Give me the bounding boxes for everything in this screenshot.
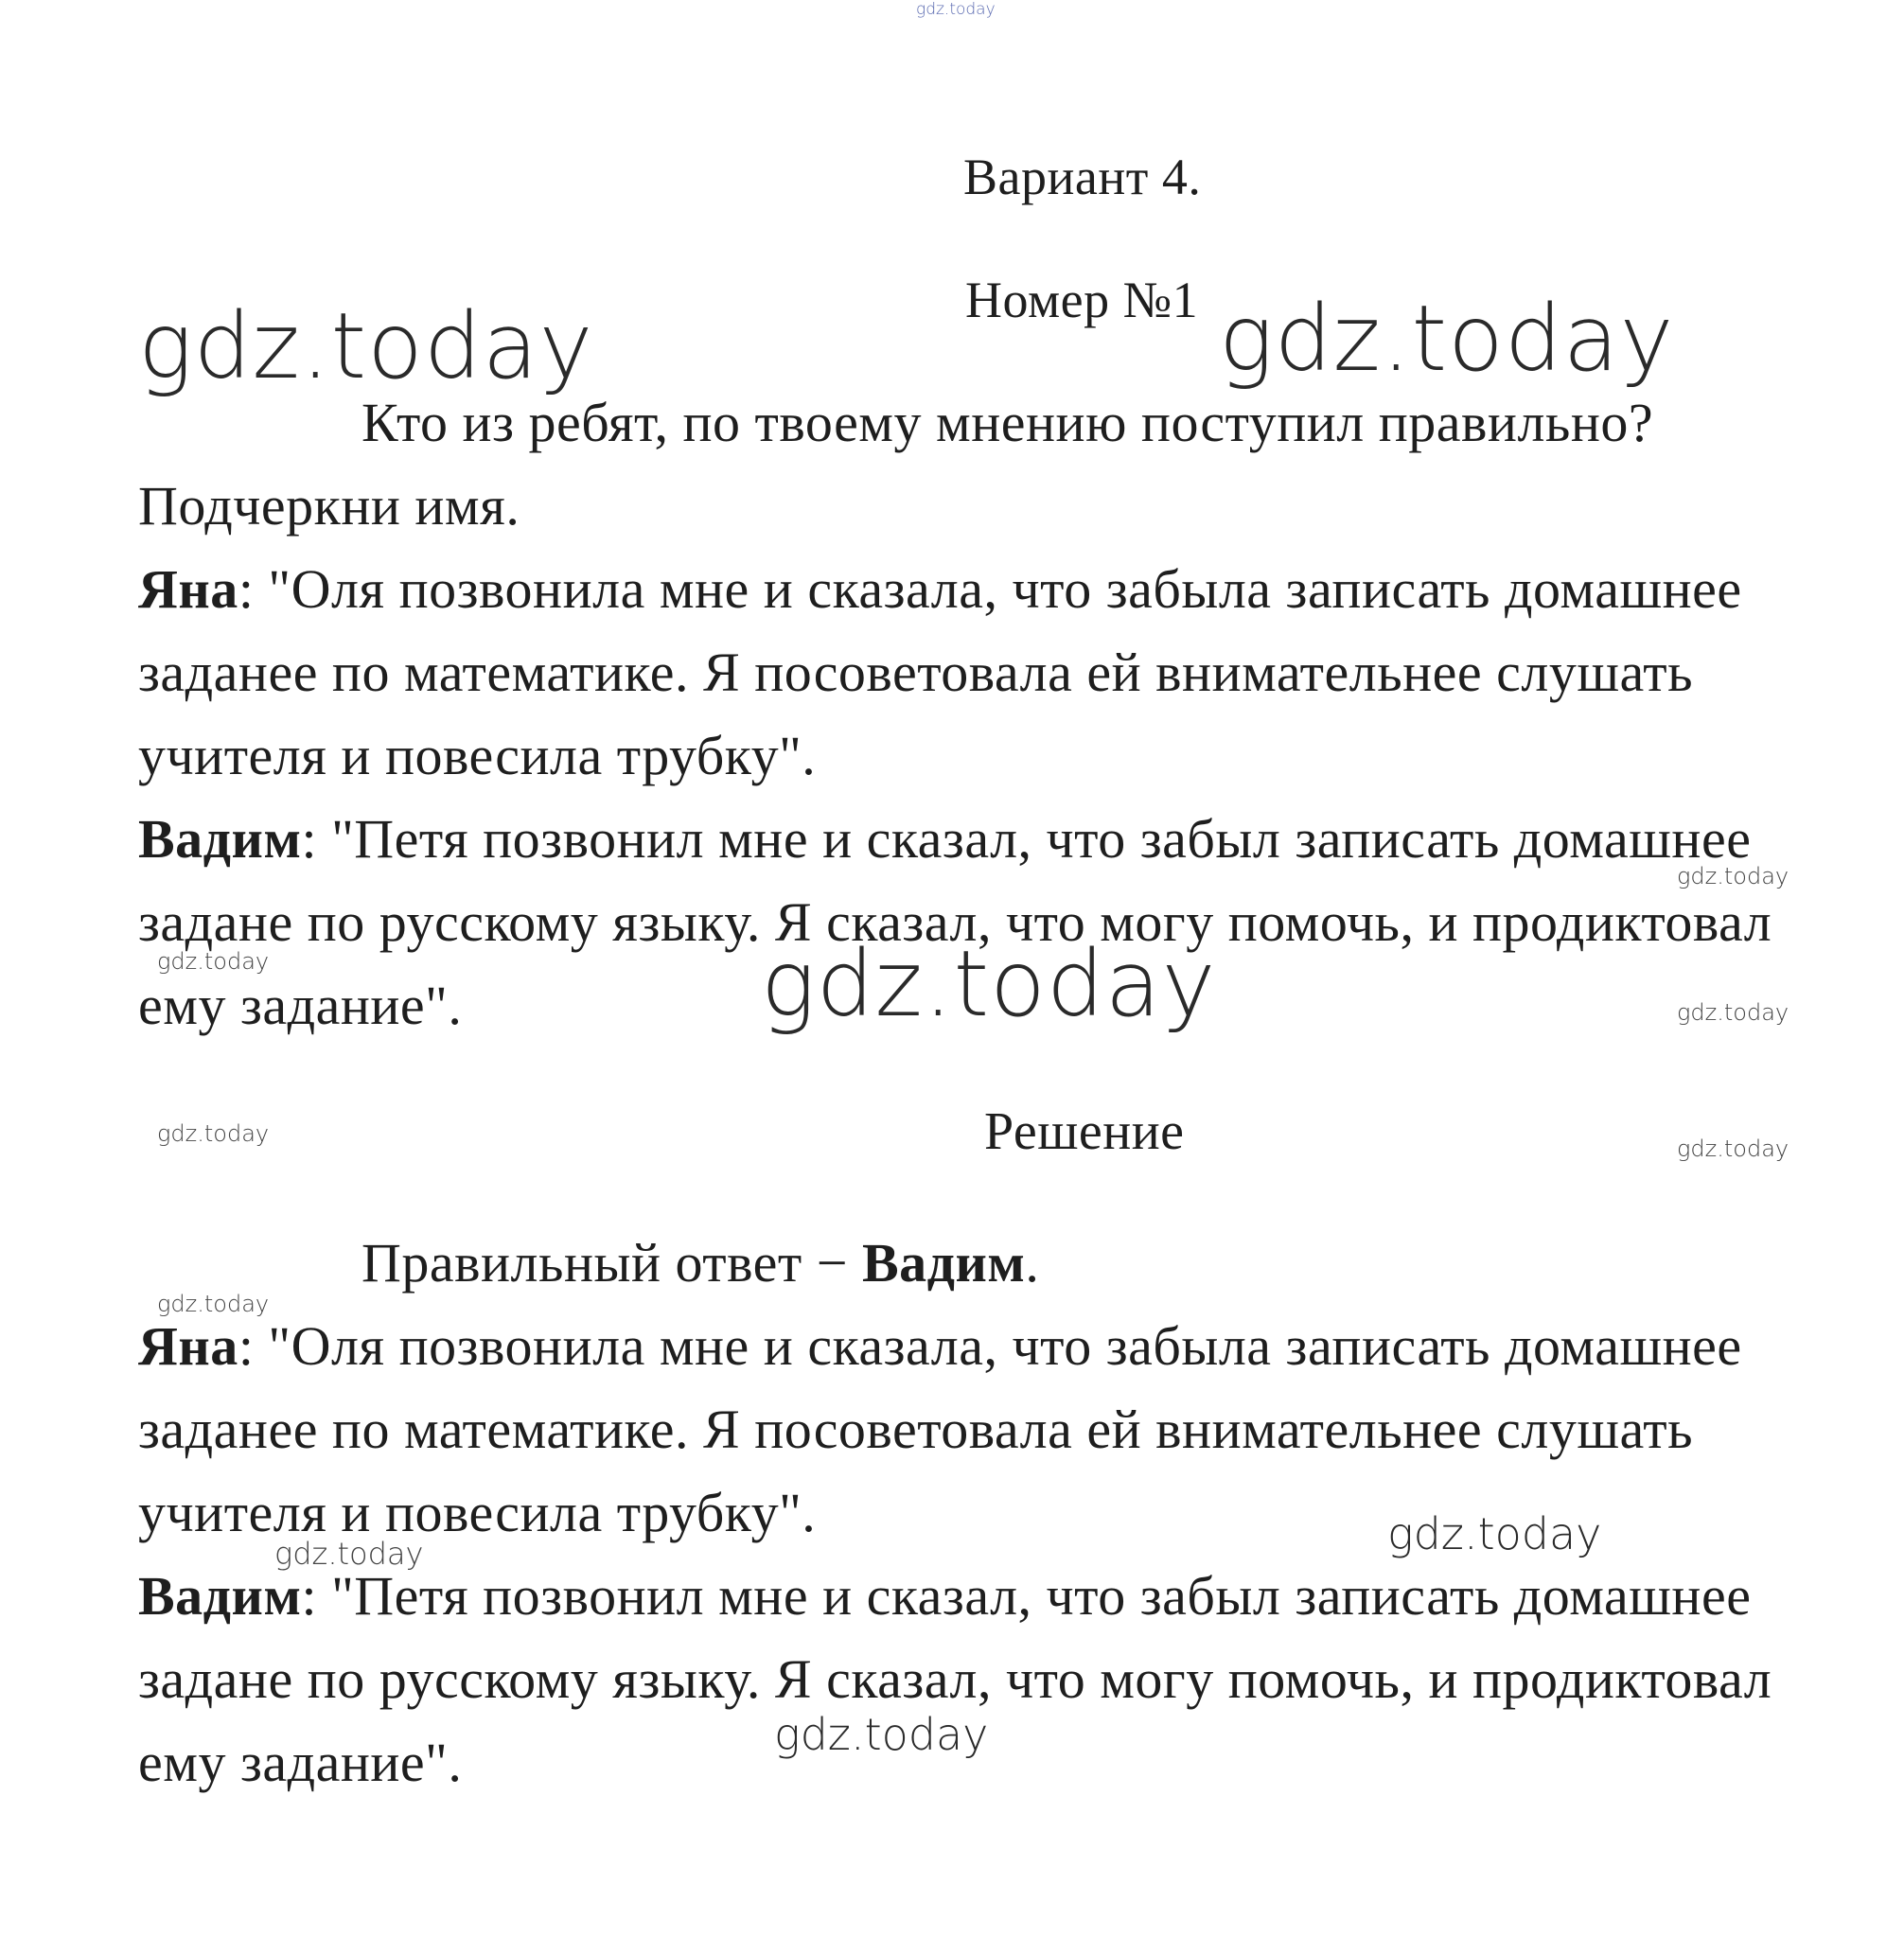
task-instruction: Подчеркни имя. [138,475,520,537]
vadim-text: : "Петя позвонил мне и сказал, что забыл записать домашнее [301,808,1752,870]
solution-yana-line-2: заданее по математике. Я посоветовала ей внимательнее слушать [138,1399,1694,1460]
watermark-small: gdz.today [274,1536,424,1572]
variant-title: Вариант 4. [963,149,1202,205]
yana-name: Яна [138,558,238,620]
task-vadim-line-3: ему задание". [138,975,463,1036]
watermark-small: gdz.today [157,948,270,975]
watermark-small: gdz.today [1677,999,1789,1026]
answer-name: Вадим [861,1232,1026,1294]
yana-text: : "Оля позвонила мне и сказала, что забыла записать домашнее [238,1315,1742,1377]
watermark-large: gdz.today [138,293,594,399]
task-yana-line-1 [138,558,1742,620]
watermark-large: gdz.today [1219,286,1675,392]
solution-answer [361,1232,1040,1294]
watermark-small: gdz.today [1677,863,1789,889]
watermark-top: gdz.today [916,0,996,19]
watermark-small: gdz.today [157,1291,270,1317]
watermark-small: gdz.today [1677,1135,1789,1162]
solution-vadim-line-3: ему задание". [138,1732,463,1793]
solution-heading: Решение [984,1102,1185,1161]
answer-suffix: . [1025,1232,1040,1294]
yana-text: : "Оля позвонила мне и сказала, что забыла записать домашнее [238,558,1742,620]
vadim-text: : "Петя позвонил мне и сказал, что забыл записать домашнее [301,1565,1752,1627]
yana-name: Яна [138,1315,238,1377]
solution-yana-line-3: учителя и повесила трубку". [138,1482,817,1543]
task-yana-line-3: учителя и повесила трубку". [138,725,817,786]
task-vadim-line-2: задане по русскому языку. Я сказал, что могу помочь, и продиктовал [138,891,1772,953]
answer-prefix: Правильный ответ − [361,1232,862,1294]
task-vadim-line-1 [138,808,1752,870]
watermark-small: gdz.today [157,1120,270,1147]
watermark-medium: gdz.today [774,1709,989,1760]
solution-vadim-line-1 [138,1565,1752,1627]
solution-yana-line-1 [138,1315,1742,1377]
task-question: Кто из ребят, по твоему мнению поступил правильно? [361,392,1654,453]
watermark-medium: gdz.today [1387,1508,1602,1559]
solution-vadim-line-2: задане по русскому языку. Я сказал, что могу помочь, и продиктовал [138,1648,1772,1710]
vadim-name: Вадим [138,808,302,870]
vadim-name: Вадим [138,1565,302,1627]
watermark-large: gdz.today [761,931,1217,1037]
task-number: Номер №1 [965,272,1199,328]
task-yana-line-2: заданее по математике. Я посоветовала ей внимательнее слушать [138,642,1694,703]
